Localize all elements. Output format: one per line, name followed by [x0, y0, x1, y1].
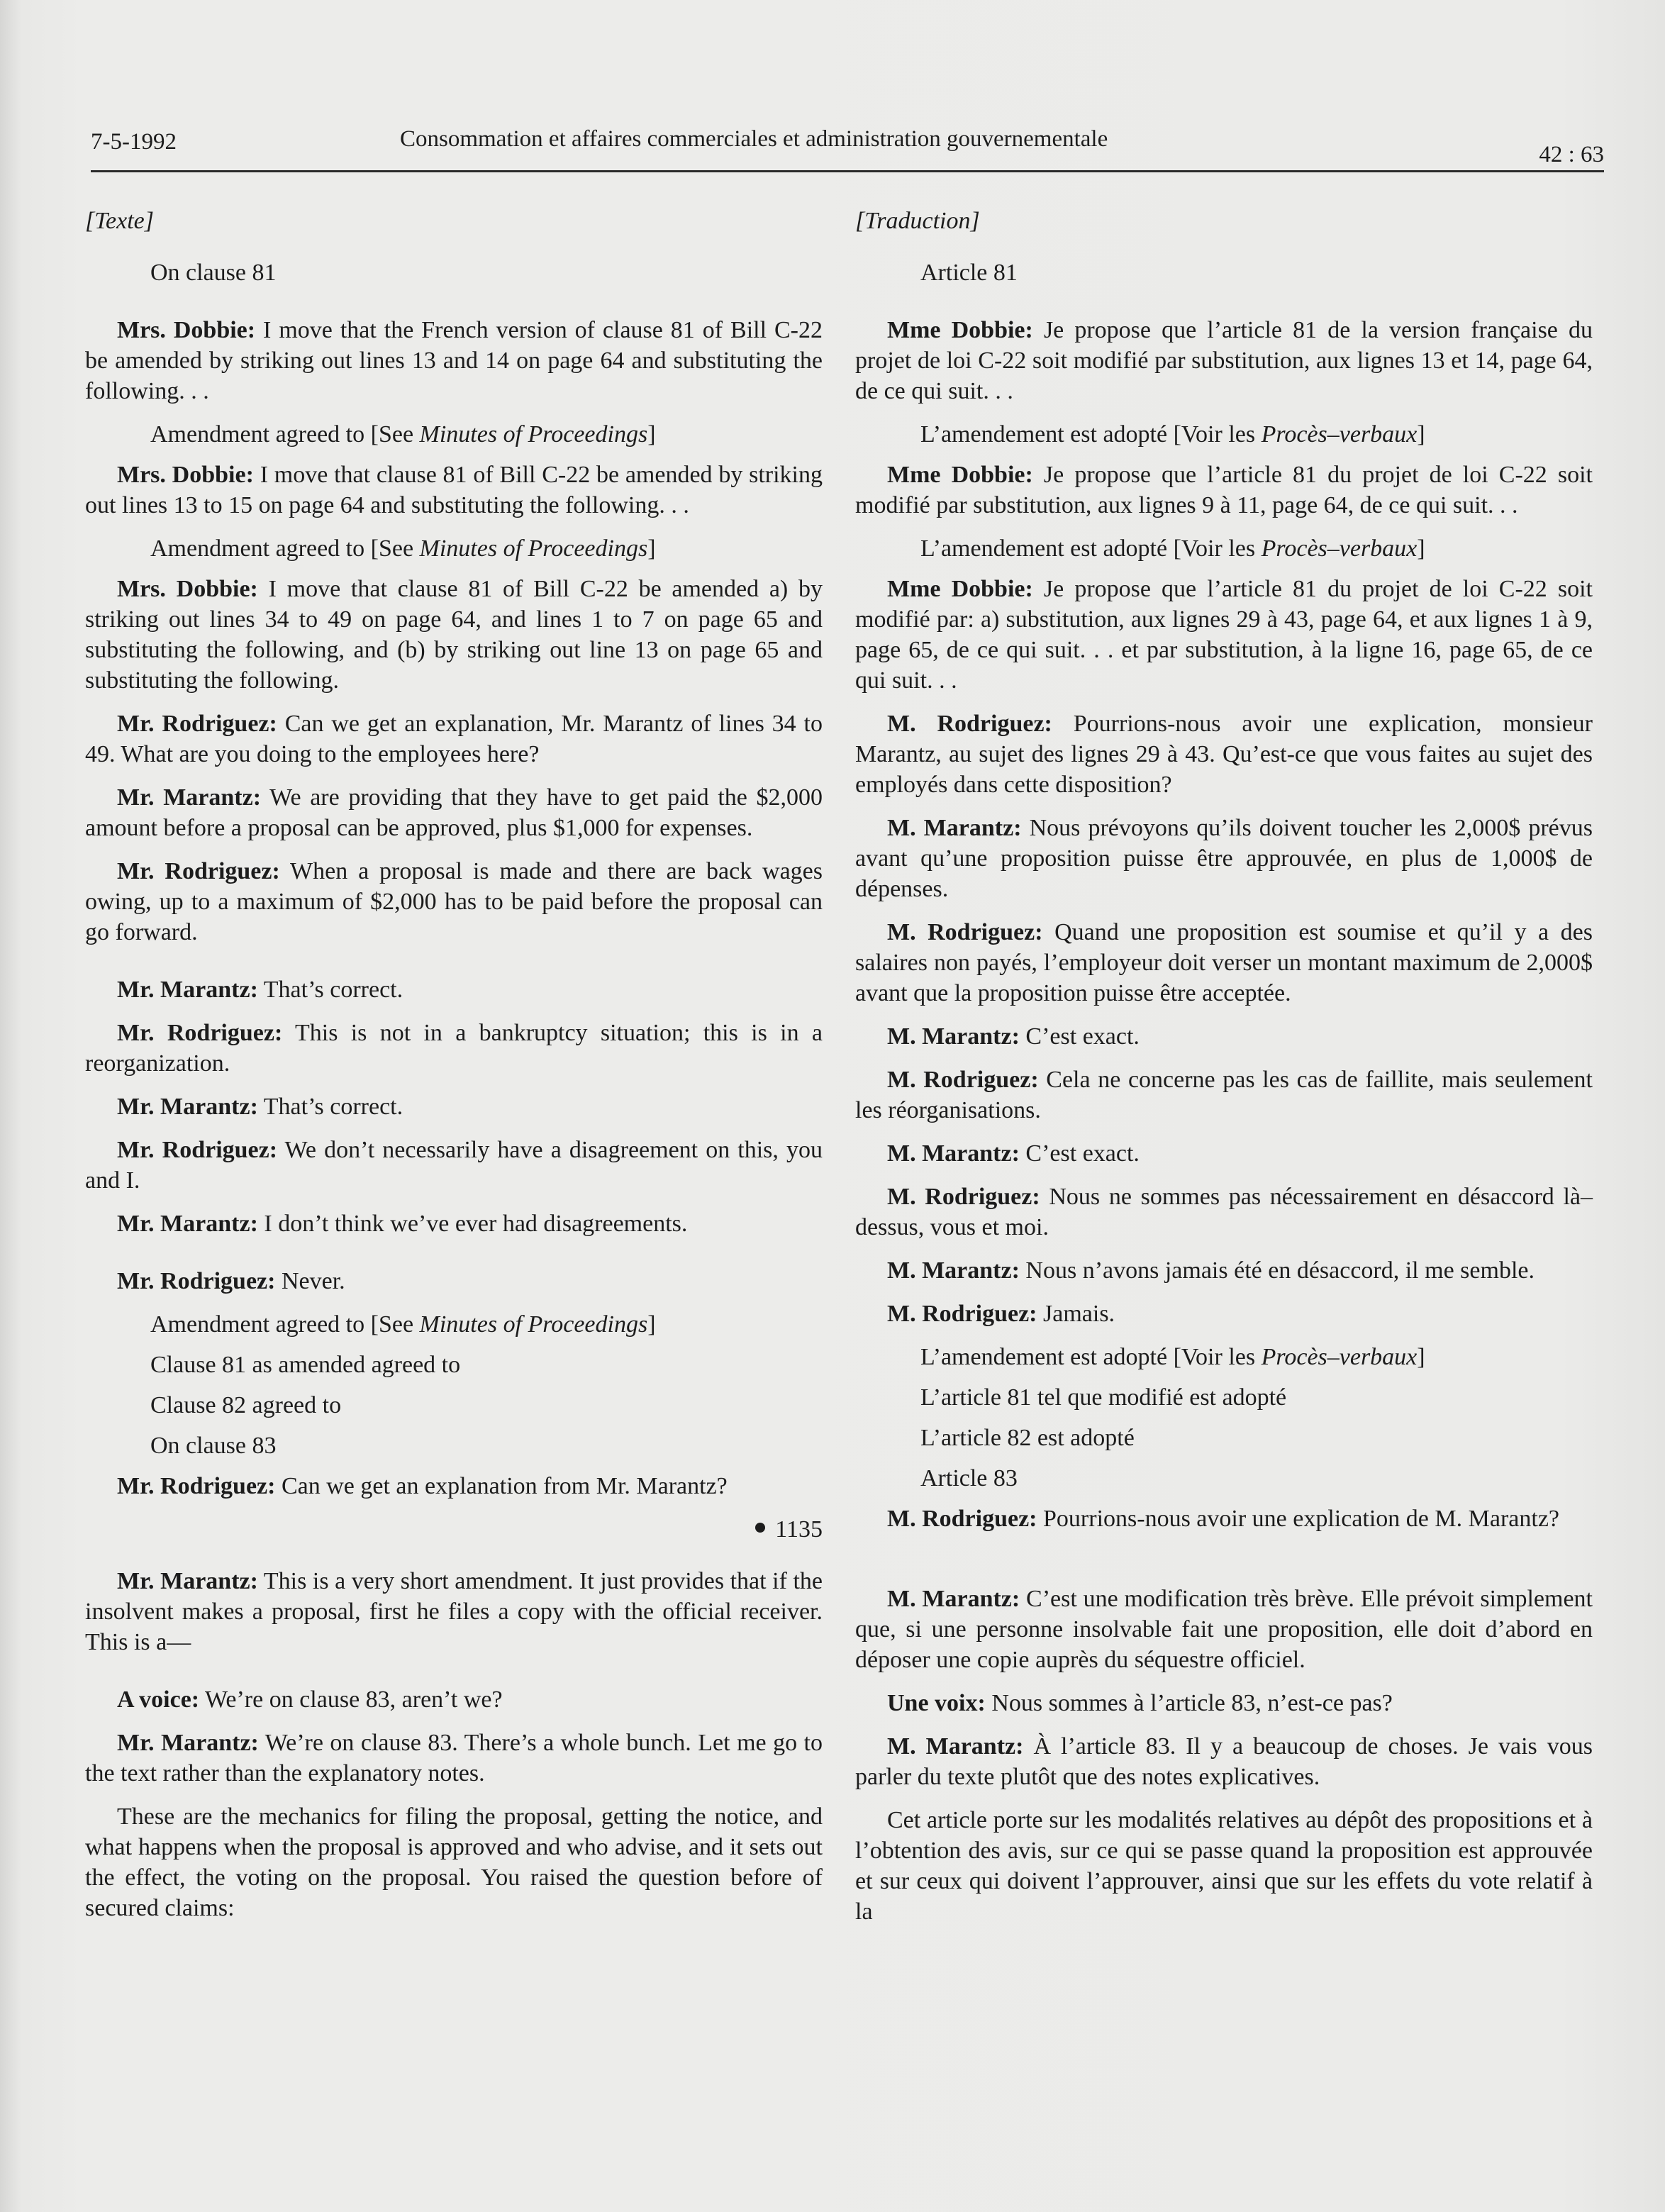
speaker-name: Une voix: [887, 1690, 986, 1716]
motion-reference: Procès–verbaux [1261, 421, 1418, 448]
speech-paragraph [855, 460, 1593, 521]
speech-paragraph [85, 460, 823, 521]
speech-text: À l’article 83. Il y a beaucoup de choses. Je vais vous parler du texte plutôt que des notes explicatives. [855, 1733, 1593, 1790]
motion-outcome [855, 533, 1593, 564]
header-title: Consommation et affaires commerciales et administration gouvernementale [400, 126, 1108, 152]
speech-text: Nous n’avons jamais été en désaccord, il me semble. [1019, 1257, 1535, 1284]
speaker-name: Mr. Rodriguez: [117, 858, 280, 884]
bullet-icon [755, 1523, 765, 1533]
speech-text: Quand une proposition est soumise et qu’il y a des salaires non payés, l’employeur doit verser un montant maximum de 2,000$ avant que la proposition puisse être acceptée. [855, 919, 1593, 1006]
speech-paragraph [85, 708, 823, 769]
speech-text: We’re on clause 83. There’s a whole bunch. Let me go to the text rather than the explanatory notes. [85, 1730, 823, 1786]
speech-text: Can we get an explanation from Mr. Marantz? [275, 1473, 728, 1499]
speech-paragraph [85, 1091, 823, 1122]
column-label: [Traduction] [855, 208, 980, 234]
speech-text: I move that clause 81 of Bill C-22 be amended a) by striking out lines 34 to 49 on page 64, and lines 1 to 7 on page 65 and substituting the following, and (b) by striking out line 13 on page 65 and substituting the following. [85, 576, 823, 694]
speech-text: We’re on clause 83, aren’t we? [199, 1686, 503, 1713]
speech-text: This is a very short amendment. It just provides that if the insolvent makes a proposal, first he files a copy with the official receiver. This is a— [85, 1568, 823, 1655]
speech-text: C’est une modification très brève. Elle prévoit simplement que, si une personne insolvable fait une proposition, elle doit d’abord en déposer une copie auprès du séquestre officiel. [855, 1586, 1593, 1673]
speaker-name: Mr. Marantz: [117, 1211, 258, 1237]
speech-text: Jamais. [1037, 1301, 1115, 1327]
speaker-name: Mme Dobbie: [887, 317, 1033, 343]
speech-paragraph: Cet article porte sur les modalités relatives au dépôt des propositions et à l’obtention des avis, sur ce qui se passe quand la proposition est approuvée et sur ceux qui doivent l’approuver, ainsi que sur les effets du vote relatif à la [855, 1807, 1593, 1925]
clause-outcome: L’article 81 tel que modifié est adopté [920, 1384, 1287, 1411]
column-label-text: Texte [94, 208, 145, 234]
speaker-name: Mr. Marantz: [117, 1568, 258, 1594]
motion-reference: Minutes of Proceedings [419, 535, 648, 562]
speech-paragraph [855, 1688, 1593, 1718]
motion-text: Amendment agreed to [See [150, 535, 420, 562]
speaker-name: Mrs. Dobbie: [117, 462, 254, 488]
motion-outcome [85, 533, 823, 564]
speaker-name: A voice: [117, 1686, 200, 1713]
speech-text: Nous sommes à l’article 83, n’est-ce pas? [985, 1690, 1393, 1716]
speech-paragraph [85, 1266, 823, 1296]
speech-paragraph [855, 1021, 1593, 1052]
clause-outcome: L’article 82 est adopté [920, 1425, 1135, 1451]
speech-text: Can we get an explanation, Mr. Marantz of lines 34 to 49. What are you doing to the employees here? [85, 711, 823, 767]
speech-text: We are providing that they have to get paid the $2,000 amount before a proposal can be approved, plus $1,000 for expenses. [85, 784, 823, 841]
motion-text: Amendment agreed to [See [150, 421, 420, 448]
speech-paragraph [85, 1566, 823, 1657]
speaker-name: M. Rodriguez: [887, 1506, 1037, 1532]
speaker-name: M. Marantz: [887, 1257, 1020, 1284]
time-stamp [85, 1514, 823, 1545]
motion-bracket: ] [1417, 421, 1425, 448]
motion-outcome [855, 419, 1593, 450]
speech-paragraph [855, 574, 1593, 696]
speech-paragraph [855, 708, 1593, 800]
motion-outcome [85, 419, 823, 450]
speech-paragraph [855, 1731, 1593, 1792]
english-column [85, 206, 823, 1936]
speech-paragraph [855, 1504, 1593, 1534]
speech-text: This is not in a bankruptcy situation; this is in a reorganization. [85, 1020, 823, 1077]
motion-outcome [85, 1309, 823, 1340]
motion-text: Amendment agreed to [See [150, 1311, 420, 1338]
french-column [855, 206, 1593, 1940]
speech-paragraph [85, 1208, 823, 1239]
speech-paragraph [855, 917, 1593, 1008]
clause-outcome: Clause 82 agreed to [150, 1392, 342, 1418]
speech-paragraph [855, 1138, 1593, 1169]
speech-text: We don’t necessarily have a disagreement on this, you and I. [85, 1137, 823, 1194]
speaker-name: Mr. Marantz: [117, 784, 262, 811]
speaker-name: M. Rodriguez: [887, 919, 1043, 945]
speaker-name: M. Marantz: [887, 1023, 1020, 1050]
speech-text: Je propose que l’article 81 de la version française du projet de loi C-22 soit modifié par substitution, aux lignes 13 et 14, page 64, de ce qui suit. . . [855, 317, 1593, 404]
speaker-name: Mr. Rodriguez: [117, 1020, 283, 1046]
speech-paragraph [855, 813, 1593, 904]
speaker-name: M. Marantz: [887, 815, 1022, 841]
clause-heading: Article 81 [920, 260, 1018, 286]
column-label: [Texte] [85, 208, 154, 234]
speech-paragraph [85, 1684, 823, 1715]
speech-text: I don’t think we’ve ever had disagreements. [257, 1211, 688, 1237]
speech-paragraph [855, 1182, 1593, 1243]
speech-text: When a proposal is made and there are back wages owing, up to a maximum of $2,000 has to be paid before the proposal can go forward. [85, 858, 823, 945]
speech-text: Pourrions-nous avoir une explication de M. Marantz? [1037, 1506, 1559, 1532]
speech-paragraph [85, 782, 823, 843]
motion-reference: Minutes of Proceedings [419, 1311, 648, 1338]
clause-heading: Article 83 [920, 1465, 1018, 1491]
speech-paragraph [85, 1135, 823, 1196]
motion-bracket: ] [647, 421, 656, 448]
speaker-name: Mr. Rodriguez: [117, 1473, 276, 1499]
speaker-name: M. Marantz: [887, 1140, 1020, 1167]
speech-text: I move that clause 81 of Bill C-22 be amended by striking out lines 13 to 15 on page 64 and substituting the following. . . [85, 462, 823, 518]
motion-reference: Minutes of Proceedings [419, 421, 648, 448]
motion-text: L’amendement est adopté [Voir les [920, 1344, 1262, 1370]
speaker-name: Mr. Marantz: [117, 977, 258, 1003]
speech-text: Nous ne sommes pas nécessairement en désaccord là–dessus, vous et moi. [855, 1184, 1593, 1240]
motion-text: L’amendement est adopté [Voir les [920, 535, 1262, 562]
speech-paragraph [85, 1471, 823, 1501]
speech-text: Je propose que l’article 81 du projet de loi C-22 soit modifié par: a) substitution, aux lignes 29 à 43, page 64, et aux lignes 1 à 9, page 65, de ce qui suit. . . et par substitution, à la ligne 16, page 65, de ce qui suit. . . [855, 576, 1593, 694]
speech-text: That’s correct. [257, 977, 403, 1003]
speech-paragraph [85, 315, 823, 406]
speaker-name: Mr. Rodriguez: [117, 711, 277, 737]
speaker-name: M. Rodriguez: [887, 1184, 1040, 1210]
speaker-name: Mrs. Dobbie: [117, 576, 258, 602]
speech-text: I move that the French version of clause 81 of Bill C-22 be amended by striking out lines 13 and 14 on page 64 and substituting the following. . . [85, 317, 823, 404]
speaker-name: Mme Dobbie: [887, 462, 1033, 488]
speech-paragraph [855, 1065, 1593, 1126]
clause-heading: On clause 81 [150, 260, 277, 286]
motion-text: L’amendement est adopté [Voir les [920, 421, 1262, 448]
speech-paragraph [85, 1728, 823, 1789]
speech-text: That’s correct. [257, 1094, 403, 1120]
speech-text: Nous prévoyons qu’ils doivent toucher les 2,000$ prévus avant qu’une proposition puisse être approuvée, en plus de 1,000$ de dépenses. [855, 815, 1593, 902]
motion-reference: Procès–verbaux [1261, 1344, 1418, 1370]
speech-paragraph: These are the mechanics for filing the proposal, getting the notice, and what happens when the proposal is approved and who advise, and it sets out the effect, the voting on the proposal. You raised the question before of secured claims: [85, 1803, 823, 1921]
speaker-name: M. Rodriguez: [887, 711, 1052, 737]
motion-bracket: ] [1417, 1344, 1425, 1370]
motion-bracket: ] [647, 1311, 656, 1338]
speech-paragraph [85, 856, 823, 947]
speech-text: Je propose que l’article 81 du projet de loi C-22 soit modifié par substitution, aux lignes 9 à 11, page 64, de ce qui suit. . . [855, 462, 1593, 518]
motion-outcome [855, 1342, 1593, 1372]
speech-text: C’est exact. [1019, 1023, 1140, 1050]
speech-text: Cela ne concerne pas les cas de faillite, mais seulement les réorganisations. [855, 1067, 1593, 1123]
column-label-text: Traduction [864, 208, 971, 234]
speaker-name: Mme Dobbie: [887, 576, 1033, 602]
speech-paragraph [85, 574, 823, 696]
page-header [91, 126, 1604, 172]
speech-paragraph [855, 315, 1593, 406]
time-stamp-text: 1135 [775, 1516, 823, 1543]
clause-heading: On clause 83 [150, 1433, 277, 1459]
speech-text: Never. [275, 1268, 345, 1294]
speaker-name: M. Rodriguez: [887, 1301, 1037, 1327]
speaker-name: Mr. Rodriguez: [117, 1137, 278, 1163]
speech-paragraph [855, 1255, 1593, 1286]
speaker-name: Mrs. Dobbie: [117, 317, 256, 343]
speech-paragraph [85, 1018, 823, 1079]
header-page-number: 42 : 63 [1539, 142, 1604, 167]
speech-paragraph [855, 1584, 1593, 1675]
speaker-name: M. Rodriguez: [887, 1067, 1039, 1093]
motion-bracket: ] [647, 535, 656, 562]
speaker-name: Mr. Rodriguez: [117, 1268, 276, 1294]
speaker-name: Mr. Marantz: [117, 1730, 259, 1756]
motion-bracket: ] [1417, 535, 1425, 562]
speech-paragraph [85, 974, 823, 1005]
speaker-name: M. Marantz: [887, 1586, 1020, 1612]
header-date: 7-5-1992 [91, 129, 177, 155]
speech-text: C’est exact. [1019, 1140, 1140, 1167]
speech-paragraph [855, 1299, 1593, 1329]
speech-text: Pourrions-nous avoir une explication, monsieur Marantz, au sujet des lignes 29 à 43. Qu’est-ce que vous faites au sujet des employés dans cette disposition? [855, 711, 1593, 798]
motion-reference: Procès–verbaux [1261, 535, 1418, 562]
clause-outcome: Clause 81 as amended agreed to [150, 1352, 461, 1378]
speaker-name: M. Marantz: [887, 1733, 1024, 1760]
speaker-name: Mr. Marantz: [117, 1094, 258, 1120]
